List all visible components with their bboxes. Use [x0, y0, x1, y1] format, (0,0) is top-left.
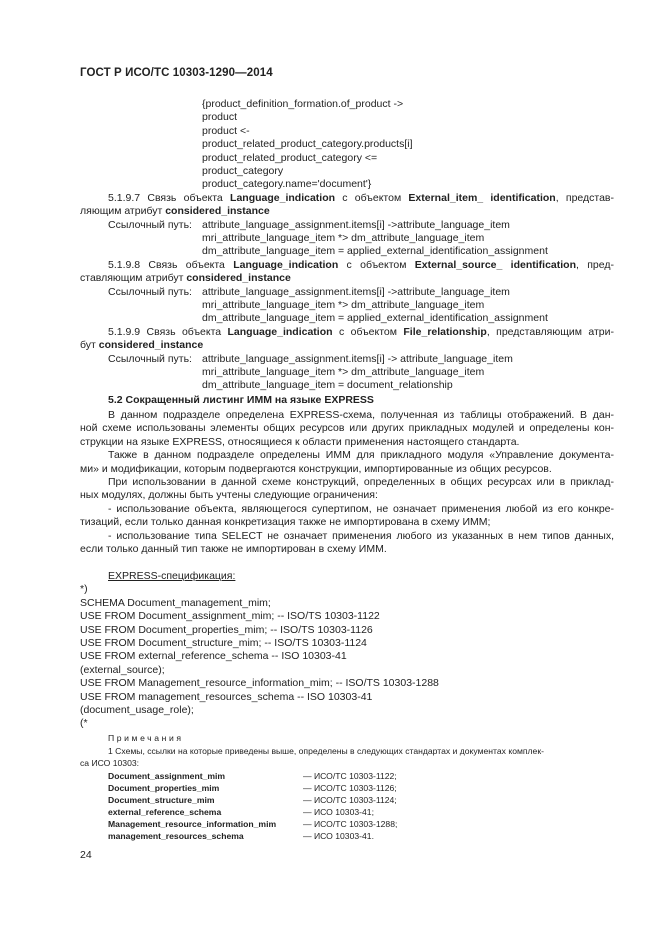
paragraph-line: Также в данном подразделе определены ИММ для прикладного модуля «Управление документа-: [108, 449, 614, 462]
note-schema-name: external_reference_schema: [108, 807, 222, 817]
express-line: USE FROM external_reference_schema -- ISO 10303-41: [80, 650, 347, 663]
ref-path-line: mri_attribute_language_item *> dm_attribute_language_item: [202, 232, 485, 244]
note-schema-ref: — ИСО/ТС 10303-1288;: [303, 819, 398, 829]
note-schema-name: Document_assignment_mim: [108, 771, 226, 781]
clause-5197-line1: 5.1.9.7 Связь объекта Language_indication с объектом External_item_ identification, представ-: [108, 191, 615, 204]
note-schema-ref: — ИСО 10303-41;: [303, 807, 374, 817]
clause-5197-line2: ляющим атрибут considered_instance: [80, 205, 270, 218]
ref-path-line: dm_attribute_language_item = applied_external_identification_assignment: [202, 245, 548, 258]
clause-5199-line1: 5.1.9.9 Связь объекта Language_indication с объектом File_relationship, представляющим атри-: [108, 325, 614, 338]
ref-path-line: dm_attribute_language_item = applied_external_identification_assignment: [202, 312, 548, 325]
notes-line: 1 Схемы, ссылки на которые приведены выше, определены в следующих стандартах и документах комплек-: [108, 746, 544, 756]
ref-path-label: Ссылочный путь:: [108, 218, 192, 231]
path-line: product_category.name='document'}: [202, 178, 372, 191]
ref-path-line: attribute_language_assignment.items[i] ->attribute_language_item: [202, 218, 510, 231]
express-line: USE FROM Management_resource_information_mim; -- ISO/TS 10303-1288: [80, 677, 439, 690]
express-line: USE FROM management_resources_schema -- ISO 10303-41: [80, 690, 373, 703]
express-line: USE FROM Document_properties_mim; -- ISO/TS 10303-1126: [80, 623, 373, 636]
paragraph-line: тизаций, если только данная конкретизация также не импортирована в схему ИММ;: [80, 516, 491, 529]
notes-line: са ИСО 10303:: [80, 758, 140, 768]
note-schema-name: Document_properties_mim: [108, 783, 220, 793]
paragraph-line: ми» и модификации, которым подвергаются конструкции, импортированные из общих ресурсов.: [80, 462, 552, 475]
ref-path-line: mri_attribute_language_item *> dm_attribute_language_item: [202, 366, 485, 378]
paragraph-line: В данном подразделе определена EXPRESS-схема, полученная из таблицы отображений. В дан-: [108, 409, 614, 421]
clause-5198-line1: 5.1.9.8 Связь объекта Language_indication с объектом External_source_ identification, пред-: [108, 258, 614, 271]
note-schema-name: Management_resource_information_mim: [108, 819, 277, 829]
path-line: product_related_product_category.products[i]: [202, 138, 413, 151]
express-spec-label: EXPRESS-спецификация:: [108, 570, 236, 582]
note-schema-ref: — ИСО 10303-41.: [303, 831, 374, 841]
path-line: product: [202, 111, 238, 124]
express-line: USE FROM Document_structure_mim; -- ISO/TS 10303-1124: [80, 637, 367, 649]
ref-path-line: attribute_language_assignment.items[i] -> attribute_language_item: [202, 352, 513, 365]
path-line: product_category: [202, 165, 284, 177]
ref-path-label: Ссылочный путь:: [108, 285, 192, 298]
express-line: *): [80, 583, 88, 596]
clause-5199-line2: бут considered_instance: [80, 339, 204, 352]
ref-path-label: Ссылочный путь:: [108, 352, 192, 365]
paragraph-line: ных модулях, должны быть учтены следующие ограничения:: [80, 489, 378, 502]
paragraph-line: ной схеме использованы элементы общих ресурсов или других прикладных модулей и определены кон-: [80, 422, 614, 435]
path-line: product_related_product_category <=: [202, 151, 378, 164]
paragraph-line: При использовании в данной схеме конструкций, определенных в общих ресурсах или в приклад-: [108, 476, 614, 488]
path-line: {product_definition_formation.of_product ->: [202, 98, 404, 110]
note-schema-ref: — ИСО/ТС 10303-1124;: [303, 795, 397, 805]
paragraph-line: струкции на языке EXPRESS, относящиеся к области применения настоящего стандарта.: [80, 435, 520, 448]
page-header-title: ГОСТ Р ИСО/ТС 10303-1290—2014: [80, 67, 273, 79]
paragraph-line: - использование объекта, являющегося супертипом, не означает применения любой из его конкре-: [108, 502, 614, 515]
page-number: 24: [80, 849, 92, 861]
ref-path-line: attribute_language_assignment.items[i] ->attribute_language_item: [202, 285, 510, 298]
note-schema-name: Document_structure_mim: [108, 795, 215, 805]
note-schema-name: management_resources_schema: [108, 831, 244, 841]
section-heading: 5.2 Сокращенный листинг ИММ на языке EXPRESS: [108, 393, 374, 406]
express-line: (document_usage_role);: [80, 704, 194, 716]
ref-path-line: dm_attribute_language_item = document_relationship: [202, 379, 453, 392]
path-line: product <-: [202, 124, 250, 137]
express-line: USE FROM Document_assignment_mim; -- ISO/TS 10303-1122: [80, 610, 380, 623]
express-line: (*: [80, 717, 88, 730]
clause-5198-line2: ставляющим атрибут considered_instance: [80, 272, 291, 285]
paragraph-line: - использование типа SELECT не означает применения любого из указанных в нем типов данных,: [108, 529, 614, 542]
paragraph-line: если только данный тип также не импортирован в схему ИММ.: [80, 543, 387, 555]
notes-title: Примечания: [108, 733, 184, 743]
express-line: (external_source);: [80, 663, 165, 676]
note-schema-ref: — ИСО/ТС 10303-1122;: [303, 771, 397, 781]
note-schema-ref: — ИСО/ТС 10303-1126;: [303, 783, 397, 793]
express-line: SCHEMA Document_management_mim;: [80, 596, 271, 609]
ref-path-line: mri_attribute_language_item *> dm_attribute_language_item: [202, 299, 485, 311]
